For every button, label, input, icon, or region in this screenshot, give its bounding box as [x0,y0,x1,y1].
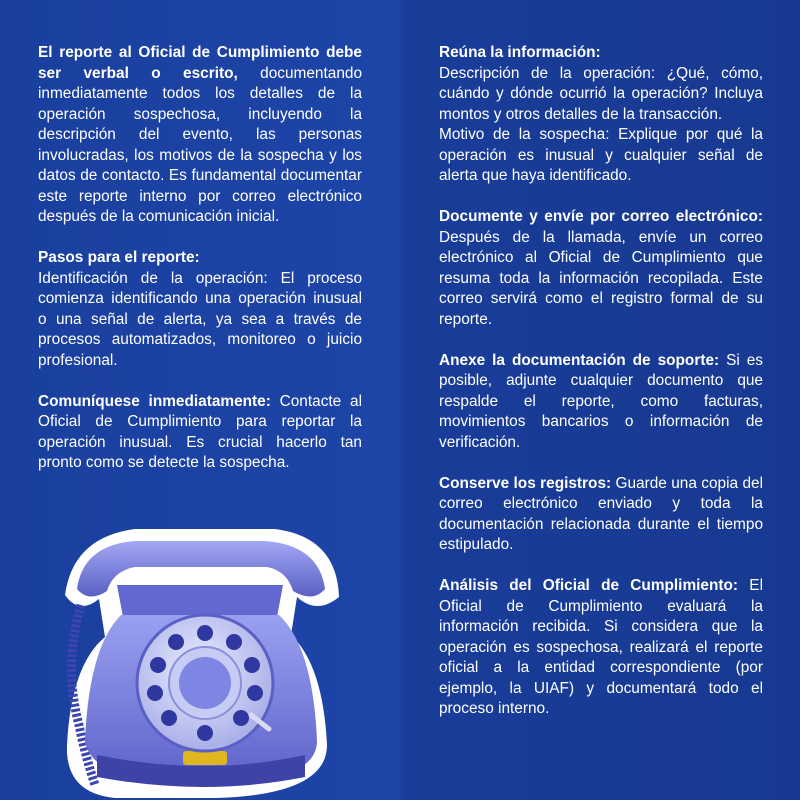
steps-section [38,248,362,371]
document-heading: Documente y envíe por correo electrónico: [439,208,763,225]
right-column [439,43,763,740]
analysis-section [439,576,763,720]
attach-text: Si es posible, adjunte cualquier documento que respalde el reporte, como facturas, movimientos bancarios o información de verificación. [439,351,764,451]
gather-text-1: Descripción de la operación: ¿Qué, cómo, cuándo y dónde ocurrió la operación? Incluya montos y otros detalles de la transacción. [439,64,763,123]
keep-text: Guarde una copia del correo electrónico enviado y toda la documentación relacionada durante el tiempo estipulado. [439,474,764,553]
communicate-section [38,392,362,474]
left-column [38,43,362,494]
document-text: Después de la llamada, envíe un correo electrónico al Oficial de Cumplimiento que resuma toda la información recopilada. Este correo servirá como el registro formal de su reporte. [439,228,763,328]
analysis-heading: Análisis del Oficial de Cumplimiento: [439,577,739,594]
gather-text-2: Motivo de la sospecha: Explique por qué la operación es inusual y cualquier señal de alerta que haya identificado. [439,126,763,184]
analysis-text: El Oficial de Cumplimiento evaluará la información recibida. Si considera que la operación es sospechosa, realizará el reporte oficial a la entidad correspondiente (por ejemplo, la UIAF) y documentará todo el proceso interno. [439,577,763,717]
gather-heading: Reúna la información: [439,44,601,61]
document-section [439,207,763,330]
communicate-text: Contacte al Oficial de Cumplimiento para reportar la operación inusual. Es crucial hacerlo tan pronto como se detecte la sospecha. [38,392,362,471]
keep-section [439,474,763,556]
attach-section [439,351,763,454]
rotary-telephone-icon [55,515,345,800]
gather-section [439,43,763,187]
communicate-heading: Comuníquese inmediatamente: [38,392,271,410]
steps-text: Identificación de la operación: El proceso comienza identificando una operación inusual o una señal de alerta, ya sea a través de procesos automatizados, monitoreo o juicio profesional. [38,269,362,369]
intro-bold: El reporte al Oficial de Cumplimiento debe ser verbal o escrito, [38,44,362,82]
intro-text: documentando inmediatamente todos los detalles de la operación sospechosa, incluyendo la descripción del evento, las personas involucradas, los motivos de la sospecha y los datos de contacto. Es fundamental documentar este reporte interno por correo electrónico después de la comunicación inicial. [38,64,362,225]
keep-heading: Conserve los registros: [439,474,612,492]
steps-heading: Pasos para el reporte: [38,249,200,266]
attach-heading: Anexe la documentación de soporte: [439,351,720,369]
intro-paragraph [38,43,362,228]
